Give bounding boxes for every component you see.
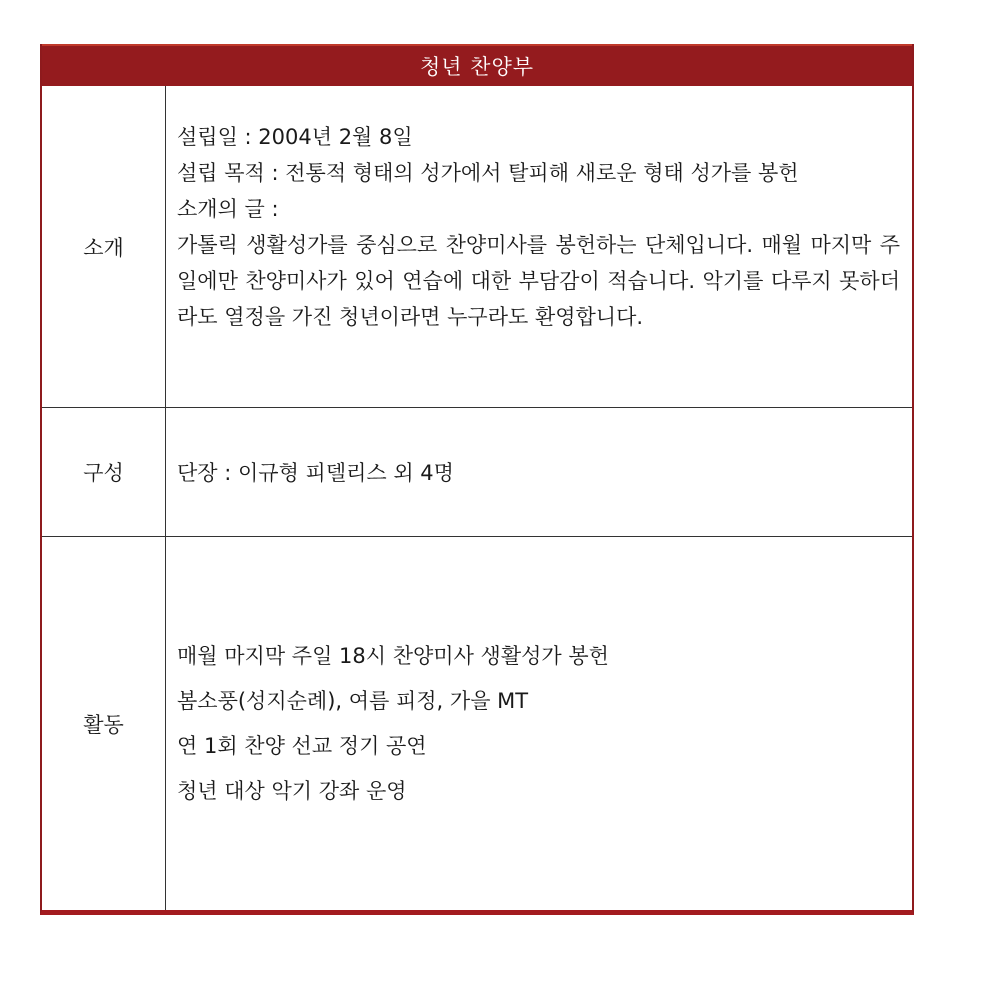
leader-text: 단장 : 이규형 피델리스 외 4명 [177, 461, 454, 485]
intro-label: 소개 [42, 86, 166, 407]
activities-label: 활동 [42, 537, 166, 910]
table-header [42, 44, 912, 86]
intro-content [167, 86, 912, 407]
intro-row [42, 86, 912, 408]
activity-item: 매월 마지막 주일 18시 찬양미사 생활성가 봉헌 [177, 643, 609, 668]
activity-item: 연 1회 찬양 선교 정기 공연 [177, 733, 427, 758]
founded-date: 설립일 : 2004년 2월 8일 [177, 125, 413, 149]
activities-row [42, 537, 912, 910]
activity-item: 봄소풍(성지순례), 여름 피정, 가을 MT [177, 688, 529, 713]
founding-purpose: 설립 목적 : 전통적 형태의 성가에서 탈피해 새로운 형태 성가를 봉헌 [177, 161, 799, 185]
members-content [167, 408, 912, 536]
activities-content [167, 537, 912, 910]
greeting-text: 가톨릭 생활성가를 중심으로 찬양미사를 봉헌하는 단체입니다. 매월 마지막 주일에만 찬양미사가 있어 연습에 대한 부담감이 적습니다. 악기를 다루지 못하더라도 열정을 가진 청년이라면 누구라도 환영합니다. [177, 233, 900, 329]
greeting-label: 소개의 글 : [177, 197, 279, 221]
members-row [42, 408, 912, 537]
ministry-info-table [40, 44, 914, 915]
activity-item: 청년 대상 악기 강좌 운영 [177, 778, 407, 803]
table-title: 청년 찬양부 [419, 55, 535, 79]
members-label: 구성 [42, 408, 166, 536]
